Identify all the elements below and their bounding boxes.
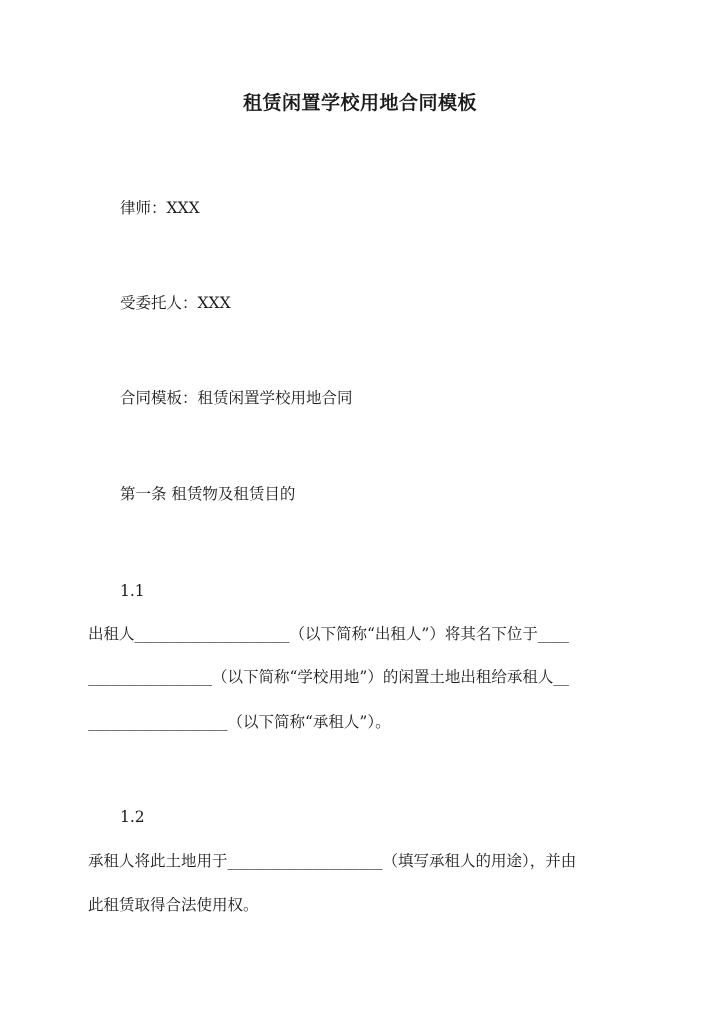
clause-1-1-number: 1.1 [120, 582, 145, 600]
lawyer-line: 律师：XXX [120, 199, 200, 217]
clause-1-2-number: 1.2 [120, 808, 145, 826]
client-line: 受委托人：XXX [120, 294, 231, 312]
clause-1-1-line-2: ________________（以下简称“学校用地”）的闲置土地出租给承租人__ [88, 668, 569, 686]
clause-1-1-line-1: 出租人____________________（以下简称“出租人”）将其名下位于____ [88, 625, 569, 643]
article-1-heading: 第一条 租赁物及租赁目的 [120, 485, 296, 503]
clause-1-2-line-1: 承租人将此土地用于____________________（填写承租人的用途），并由 [88, 852, 577, 870]
clause-1-2-line-2: 此租赁取得合法使用权。 [88, 896, 259, 914]
template-line: 合同模板：租赁闲置学校用地合同 [120, 389, 353, 407]
document-title: 租赁闲置学校用地合同模板 [242, 92, 477, 114]
clause-1-1-line-3: __________________（以下简称“承租人”）。 [88, 713, 391, 731]
